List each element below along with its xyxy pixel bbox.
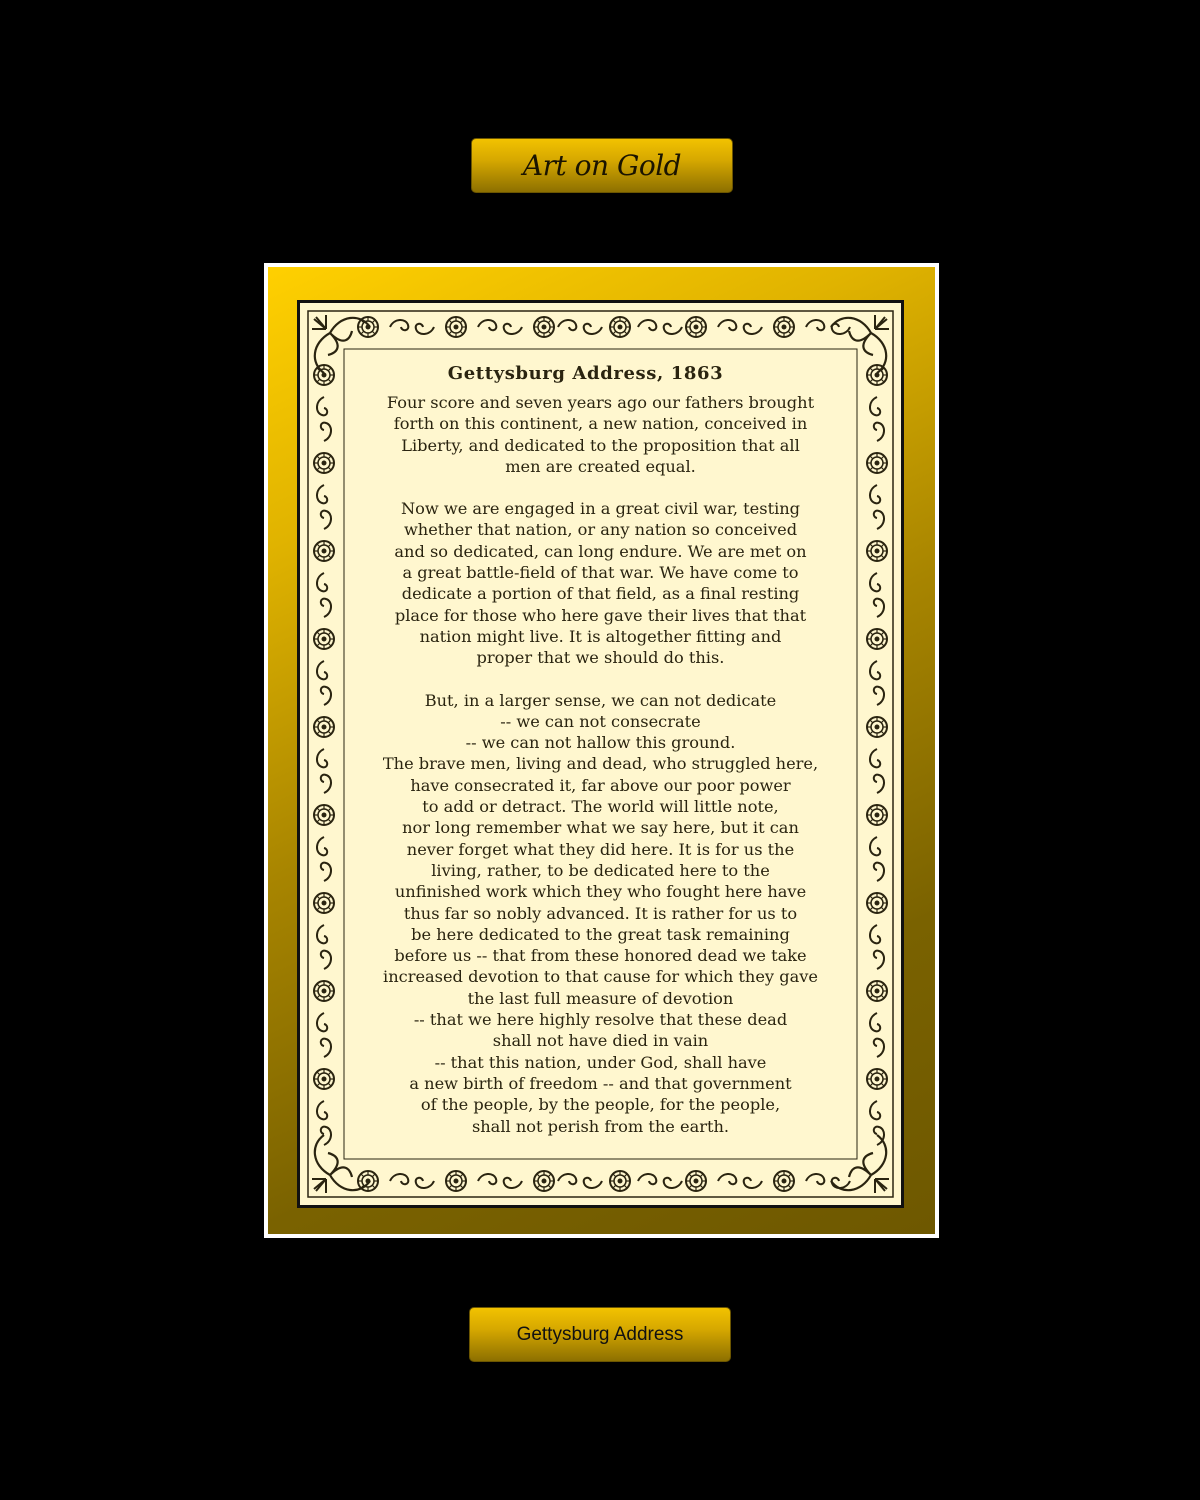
brand-logo-text: Art on Gold (522, 149, 682, 182)
parchment-document (297, 300, 904, 1208)
paragraph-1: Four score and seven years ago our fathers brought forth on this continent, a new nation, conceived in Liberty, and dedicated to the proposition that all men are created equal. (386, 393, 815, 476)
framed-artwork (264, 263, 939, 1238)
brand-plaque (471, 138, 733, 193)
document-title: Gettysburg Address, 1863 (447, 363, 724, 384)
caption-text: Gettysburg Address (516, 1323, 684, 1345)
paragraph-3: But, in a larger sense, we can not dedicate -- we can not consecrate -- we can not hallow this ground. The brave men, living and dead, who struggled here, have consecrated it, far above our poor power to add or detract. The world will little note, nor long remember what we say here, but it can never forget what they did here. It is for us the living, rather, to be dedicated here to the unfinished work which they who fought here have thus far so nobly advanced. It is rather for us to be here dedicated to the great task remaining before us -- that from these honored dead we take increased devotion to that cause for which they gave the last full measure of devotion -- that we here highly resolve that these dead shall not have died in vain -- that this nation, under God, shall have a new birth of freedom -- and that government of the people, by the people, for the people, shall not perish from the earth. (382, 690, 819, 1136)
paragraph-2: Now we are engaged in a great civil war, testing whether that nation, or any nation so conceived and so dedicated, can long endure. We are met on a great battle-field of that war. We have come to dedicate a portion of that field, as a final resting place for those who here gave their lives that that nation might live. It is altogether fitting and proper that we should do this. (394, 499, 807, 668)
caption-plaque (469, 1307, 731, 1362)
document-body (348, 363, 853, 1158)
gold-mat (268, 267, 935, 1234)
